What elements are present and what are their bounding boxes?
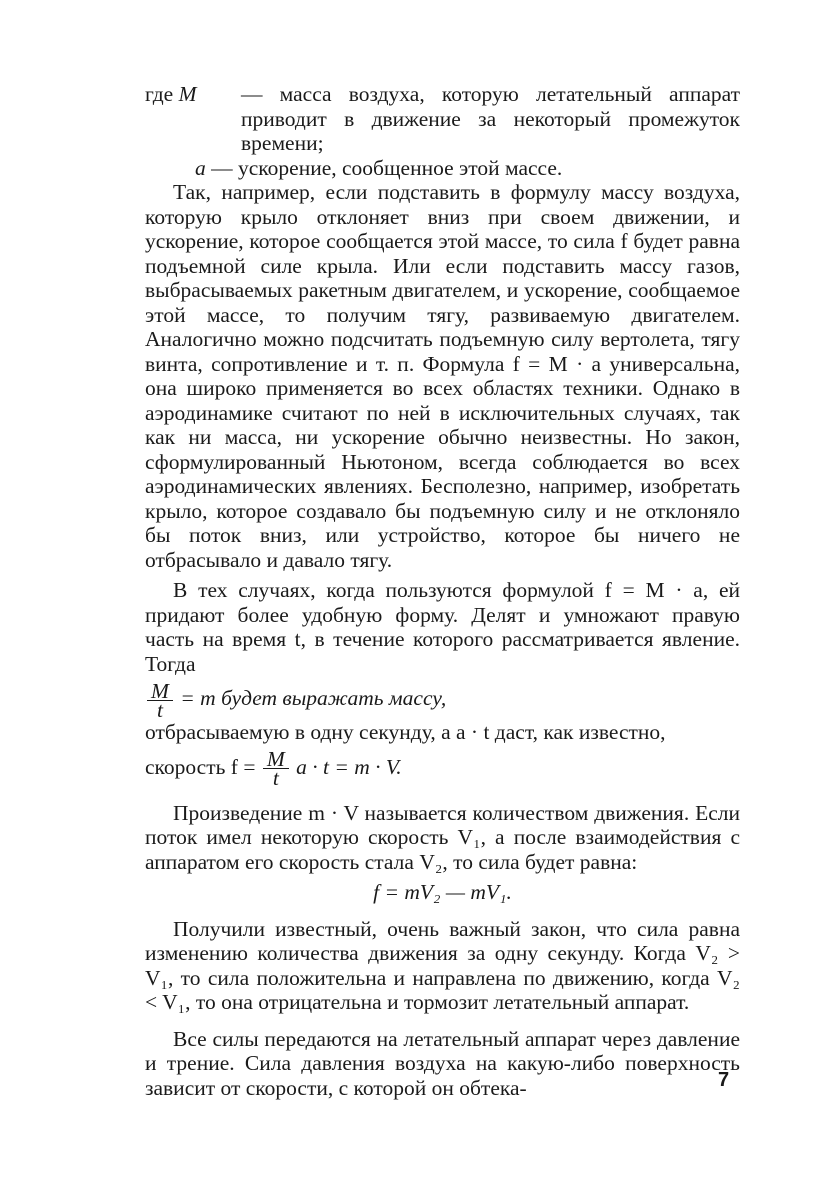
paragraph-4: Получили известный, очень важный закон, что сила равна изменению количества движения за одну секунду. Когда V₂ > V₁, то сила положительна и направлена по движению, когда V₂ < V₁, то она отрицательна и тормозит летательный аппарат.: [145, 916, 740, 1014]
symbol-m: M: [178, 82, 197, 106]
paragraph-2d: скорость f = $\frac{M}{t}$ a · t = m · V.: [145, 747, 402, 791]
page-number: 7: [718, 1069, 730, 1091]
definition-a: [145, 156, 740, 181]
definition-m-text: — масса воздуха, которую летательный аппарат приводит в движение за некоторый промежуток времени;: [241, 82, 740, 155]
paragraph-5: Все силы передаются на летательный аппарат через давление и трение. Сила давления воздуха на какую-либо поверхность зависит от скорости, с которой он обтека-: [145, 1026, 740, 1100]
paragraph-2a: В тех случаях, когда пользуются формулой f = M · a, ей придают более удобную форму. Делят и умножают правую часть на время t, в течение которого рассматривается явление. Тогда: [145, 578, 740, 676]
symbol-a: a: [195, 155, 206, 180]
fraction-m-over-t: $\frac{M}{t}$: [147, 682, 173, 719]
definition-a-text: — ускорение, сообщенное этой массе.: [211, 155, 563, 180]
where-word: где: [145, 82, 174, 106]
paragraph-2-fraction-line: [145, 676, 740, 720]
fraction-m-over-t-2: $\frac{M}{t}$: [263, 750, 289, 787]
paragraph-1: Так, например, если подставить в формулу массу воздуха, которую крыло отклоняет вниз при своем движении, и ускорение, которое сообщается этой массе, то сила f будет равна подъемной силе крыла. Или если подставить массу газов, выбрасываемых ракетным двигателем, и ускорение, сообщаемое этой массе, то получим тягу, развиваемую двигателем. Аналогично можно подсчитать подъемную силу вертолета, тягу винта, сопротивление и т. п. Формула f = M · a универсальна, она широко применяется во всех областях техники. Однако в аэродинамике считают по ней в исключительных случаях, так как ни масса, ни ускорение обычно неизвестны. Но закон, сформулированный Ньютоном, всегда соблюдается во всех аэродинамических явлениях. Бесполезно, например, изобретать крыло, которое создавало бы подъемную силу и не отклоняло бы поток вниз, или устройство, которое бы ничего не отбрасывало и давало тягу.: [145, 180, 740, 572]
formula-momentum: f = mV₂ — mV₁.: [373, 880, 512, 904]
paragraph-2b: = m будет выражать массу,: [180, 686, 447, 710]
paragraph-3: Произведение m · V называется количеством движения. Если поток имел некоторую скорость V₁, а после взаимодействия с аппаратом его скорость стала V₂, то сила будет равна:: [145, 800, 740, 874]
definition-m: [145, 82, 740, 156]
page-text: [145, 82, 740, 1100]
paragraph-2c: отбрасываемую в одну секунду, а a · t даст, как известно,: [145, 720, 666, 744]
